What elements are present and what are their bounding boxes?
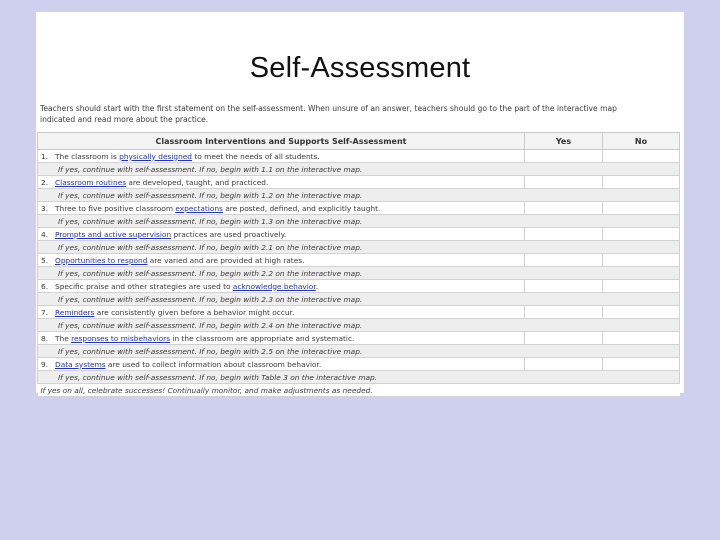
statement-text: in the classroom are appropriate and systematic. bbox=[170, 333, 355, 343]
condition-text: If yes, continue with self-assessment. If no, begin with 2.5 on the interactive map. bbox=[38, 345, 680, 358]
condition-text: If yes, continue with self-assessment. If no, begin with 1.1 on the interactive map. bbox=[38, 163, 680, 176]
statement-link[interactable]: expectations bbox=[175, 203, 223, 213]
statement-link[interactable]: physically designed bbox=[119, 151, 193, 161]
table-row bbox=[38, 254, 680, 267]
statement-text: Specific praise and other strategies are used to bbox=[55, 281, 233, 291]
no-cell[interactable] bbox=[603, 176, 680, 189]
condition-text: If yes, continue with self-assessment. If no, begin with 2.4 on the interactive map. bbox=[38, 319, 680, 332]
statement-text: are consistently given before a behavior might occur. bbox=[94, 307, 295, 317]
no-cell[interactable] bbox=[603, 254, 680, 267]
condition-row bbox=[38, 241, 680, 254]
condition-row bbox=[38, 319, 680, 332]
condition-text: If yes, continue with self-assessment. If no, begin with Table 3 on the interactive map. bbox=[38, 371, 680, 384]
item-number: 5. bbox=[41, 255, 49, 265]
statement-link[interactable]: Data systems bbox=[55, 359, 106, 369]
statement-text: are posted, defined, and explicitly taught. bbox=[222, 203, 381, 213]
no-cell[interactable] bbox=[603, 358, 680, 371]
header-yes: Yes bbox=[525, 133, 603, 150]
condition-row bbox=[38, 163, 680, 176]
condition-row bbox=[38, 345, 680, 358]
statement-cell bbox=[38, 332, 525, 345]
yes-cell[interactable] bbox=[525, 150, 603, 163]
item-number: 3. bbox=[41, 203, 49, 213]
table-row bbox=[38, 306, 680, 319]
statement-cell bbox=[38, 254, 525, 267]
no-cell[interactable] bbox=[603, 150, 680, 163]
yes-cell[interactable] bbox=[525, 228, 603, 241]
self-assessment-table bbox=[37, 132, 680, 397]
no-cell[interactable] bbox=[603, 306, 680, 319]
header-title: Classroom Interventions and Supports Self-Assessment bbox=[38, 133, 525, 150]
table-row bbox=[38, 332, 680, 345]
statement-link[interactable]: Reminders bbox=[55, 307, 95, 317]
item-number: 4. bbox=[41, 229, 49, 239]
self-assessment-document bbox=[36, 103, 684, 393]
table-row bbox=[38, 228, 680, 241]
item-number: 9. bbox=[41, 359, 49, 369]
statement-text: Three to five positive classroom bbox=[55, 203, 176, 213]
condition-text: If yes, continue with self-assessment. If no, begin with 2.1 on the interactive map. bbox=[38, 241, 680, 254]
statement-cell bbox=[38, 306, 525, 319]
condition-text: If yes, continue with self-assessment. If no, begin with 1.2 on the interactive map. bbox=[38, 189, 680, 202]
yes-cell[interactable] bbox=[525, 254, 603, 267]
statement-cell bbox=[38, 280, 525, 293]
condition-row bbox=[38, 267, 680, 280]
statement-link[interactable]: Classroom routines bbox=[55, 177, 127, 187]
statement-cell bbox=[38, 228, 525, 241]
item-number: 7. bbox=[41, 307, 49, 317]
statement-text: are used to collect information about classroom behavior. bbox=[105, 359, 322, 369]
no-cell[interactable] bbox=[603, 332, 680, 345]
table-row bbox=[38, 176, 680, 189]
statement-link[interactable]: acknowledge behavior bbox=[232, 281, 316, 291]
condition-row bbox=[38, 293, 680, 306]
intro-line-2: indicated and read more about the practice. bbox=[40, 115, 209, 124]
table-row bbox=[38, 358, 680, 371]
yes-cell[interactable] bbox=[525, 358, 603, 371]
statement-cell bbox=[38, 358, 525, 371]
statement-text: The classroom is bbox=[55, 151, 120, 161]
statement-text: are developed, taught, and practiced. bbox=[126, 177, 269, 187]
statement-cell bbox=[38, 176, 525, 189]
item-number: 8. bbox=[41, 333, 49, 343]
statement-text: . bbox=[315, 281, 319, 291]
table-header-row bbox=[38, 133, 680, 150]
item-number: 6. bbox=[41, 281, 49, 291]
no-cell[interactable] bbox=[603, 228, 680, 241]
table-row bbox=[38, 280, 680, 293]
slide-title-area bbox=[36, 12, 684, 103]
condition-row bbox=[38, 215, 680, 228]
yes-cell[interactable] bbox=[525, 332, 603, 345]
statement-text: to meet the needs of all students. bbox=[192, 151, 320, 161]
table-body bbox=[38, 150, 680, 397]
yes-cell[interactable] bbox=[525, 202, 603, 215]
condition-row bbox=[38, 189, 680, 202]
header-no: No bbox=[603, 133, 680, 150]
table-row bbox=[38, 202, 680, 215]
condition-text: If yes, continue with self-assessment. If no, begin with 2.3 on the interactive map. bbox=[38, 293, 680, 306]
statement-text: The bbox=[55, 333, 72, 343]
condition-text: If yes, continue with self-assessment. If no, begin with 1.3 on the interactive map. bbox=[38, 215, 680, 228]
condition-row bbox=[38, 371, 680, 384]
statement-link[interactable]: responses to misbehaviors bbox=[71, 333, 171, 343]
statement-link[interactable]: Opportunities to respond bbox=[55, 255, 148, 265]
item-number: 2. bbox=[41, 177, 49, 187]
condition-text: If yes, continue with self-assessment. If no, begin with 2.2 on the interactive map. bbox=[38, 267, 680, 280]
statement-cell bbox=[38, 150, 525, 163]
statement-link[interactable]: Prompts and active supervision bbox=[55, 229, 172, 239]
footer-text: If yes on all, celebrate successes! Continually monitor, and make adjustments as needed. bbox=[38, 384, 680, 397]
intro-line-1: Teachers should start with the first statement on the self-assessment. When unsure of an answer, teachers should go to the part of the interactive map bbox=[40, 104, 617, 113]
no-cell[interactable] bbox=[603, 202, 680, 215]
yes-cell[interactable] bbox=[525, 280, 603, 293]
statement-text: practices are used proactively. bbox=[171, 229, 287, 239]
yes-cell[interactable] bbox=[525, 306, 603, 319]
item-number: 1. bbox=[41, 151, 49, 161]
yes-cell[interactable] bbox=[525, 176, 603, 189]
footer-row bbox=[38, 384, 680, 397]
intro-text bbox=[36, 103, 684, 125]
statement-cell bbox=[38, 202, 525, 215]
no-cell[interactable] bbox=[603, 280, 680, 293]
table-row bbox=[38, 150, 680, 163]
statement-text: are varied and are provided at high rates. bbox=[147, 255, 305, 265]
slide-title: Self-Assessment bbox=[249, 52, 471, 84]
